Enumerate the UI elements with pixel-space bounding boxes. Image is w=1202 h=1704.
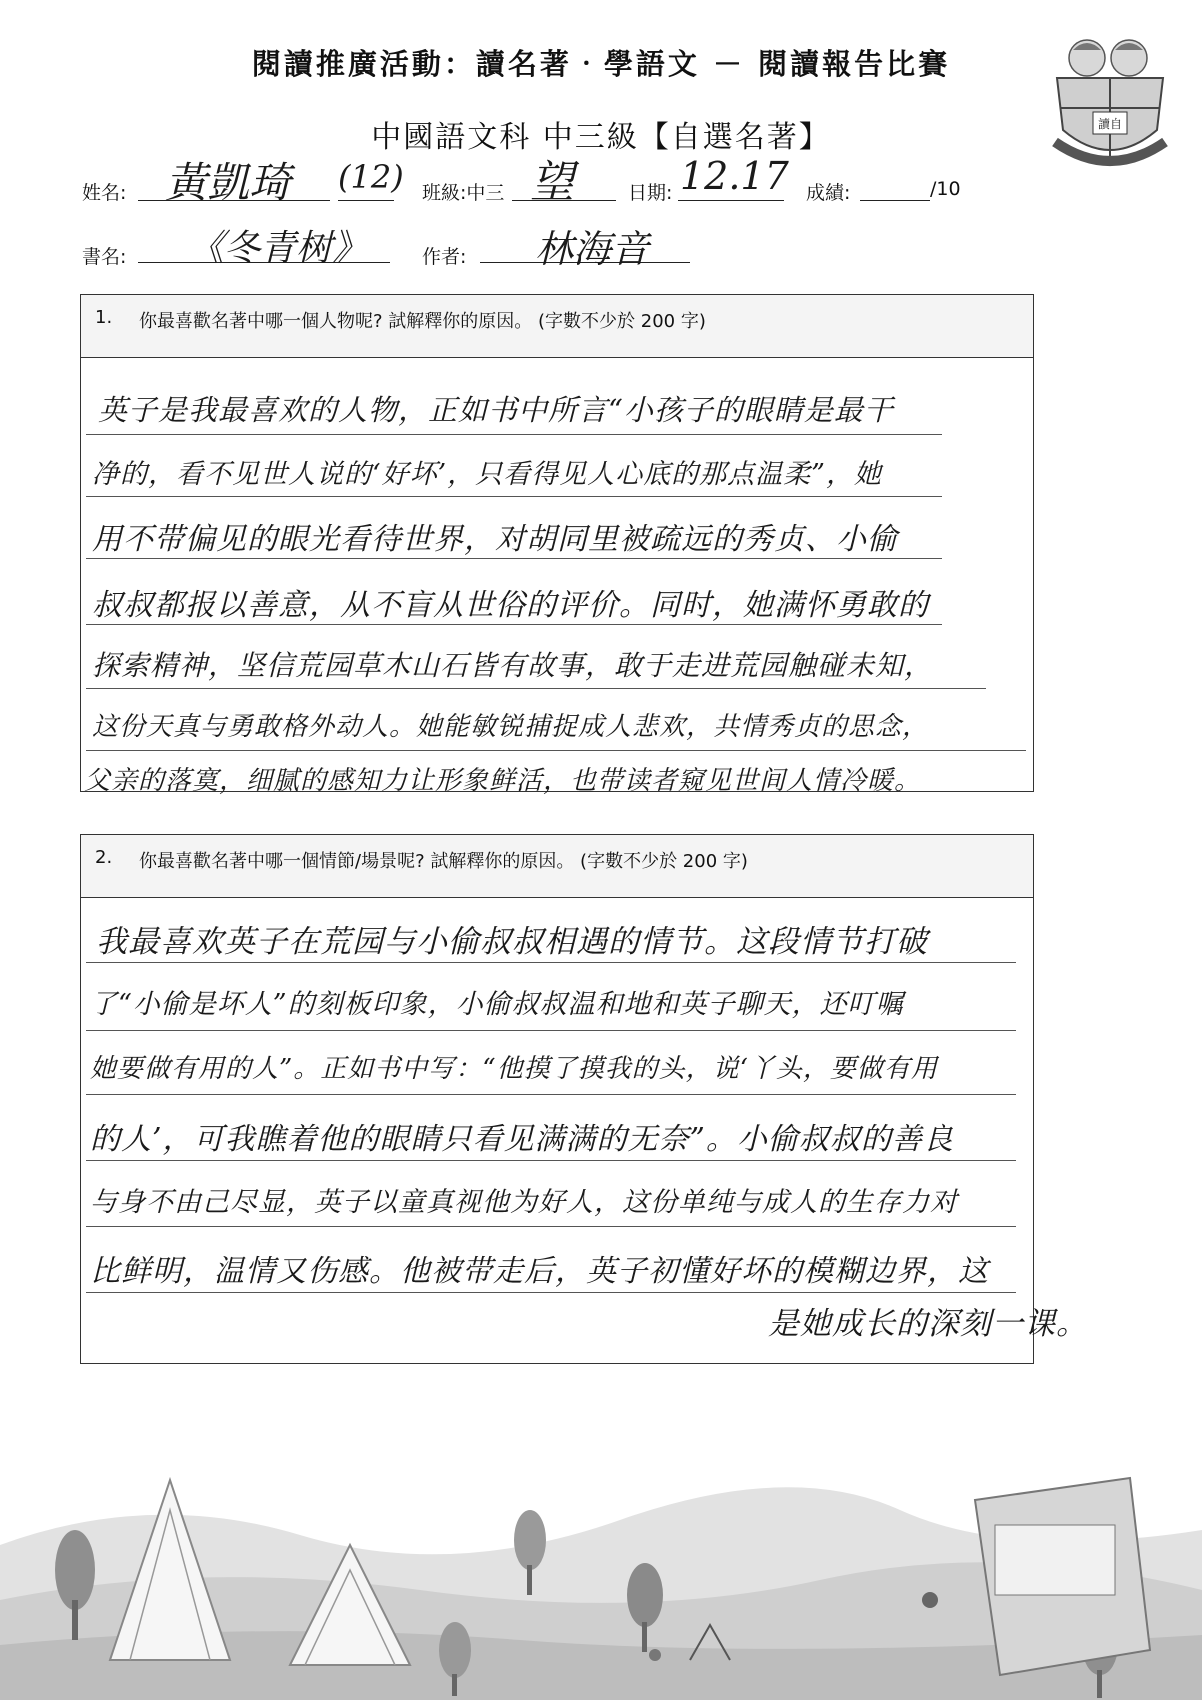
name-value: 黃凱琦 [165,158,292,207]
answer-line [86,1226,1016,1227]
score-line [860,200,930,201]
question-2-header [81,835,1033,898]
answer-line [86,750,1026,751]
answer-line [86,962,1016,963]
question-2-number: 2. [95,847,113,868]
answer-2-line-2: 了“小偷是坏人”的刻板印象，小偷叔叔温和地和英子聊天，还叮嘱 [90,989,904,1020]
answer-line [86,496,942,497]
score-suffix: /10 [930,178,961,200]
answer-line [86,688,986,689]
answer-line [86,1292,1016,1293]
date-value: 12.17 [680,154,789,198]
answer-line [86,434,942,435]
answer-line [86,558,942,559]
answer-1-line-4: 叔叔都报以善意，从不盲从世俗的评价。同时，她满怀勇敢的 [92,588,929,623]
answer-2-line-1: 我最喜欢英子在荒园与小偷叔叔相遇的情节。这段情节打破 [96,924,928,960]
class-label: 班級:中三 [422,182,505,204]
class-value: 望 [530,157,574,208]
page-subtitle: 中國語文科 中三級【自選名著】 [371,120,831,155]
question-1-text: 你最喜歡名著中哪一個人物呢? 試解釋你的原因。 (字數不少於 200 字) [139,311,706,332]
book-label: 書名: [82,246,127,268]
answer-2-line-6: 比鲜明，温情又伤感。他被带走后，英子初懂好坏的模糊边界，这 [90,1254,989,1289]
answer-line [86,1160,1016,1161]
answer-1-line-1: 英子是我最喜欢的人物，正如书中所言“小孩子的眼睛是最干 [98,393,894,427]
answer-1-line-3: 用不带偏见的眼光看待世界，对胡同里被疏远的秀贞、小偷 [92,522,898,557]
answer-2-line-4: 的人’，可我瞧着他的眼睛只看见满满的无奈”。小偷叔叔的善良 [90,1122,954,1157]
question-1-header [81,295,1033,358]
answer-2-line-3: 她要做有用的人”。正如书中写：“他摸了摸我的头，说‘丫头，要做有用 [90,1054,938,1084]
score-label: 成績: [806,182,851,204]
answer-1-line-2: 净的，看不见世人说的‘好坏’，只看得见人心底的那点温柔”，她 [92,459,882,490]
answer-line [86,624,942,625]
camping-landscape-illustration [0,1450,1202,1700]
answer-1-line-5: 探索精神，坚信荒园草木山石皆有故事，敢于走进荒园触碰未知， [92,649,934,682]
answer-2-line-7: 是她成长的深刻一课。 [768,1306,1088,1342]
name-label: 姓名: [82,182,127,204]
question-1-number: 1. [95,307,113,328]
answer-2-line-5: 与身不由己尽显，英子以童真视他为好人，这份单纯与成人的生存力对 [90,1187,958,1218]
number-line [338,200,394,201]
answer-line [86,1030,1016,1031]
student-number: (12) [338,158,404,196]
author-value: 林海音 [535,227,650,271]
author-label: 作者: [422,246,467,268]
answer-line [86,1094,1016,1095]
question-2-text: 你最喜歡名著中哪一個情節/場景呢? 試解釋你的原因。 (字數不少於 200 字) [139,851,748,872]
date-label: 日期: [628,182,673,204]
crest-text: 讀自 [1097,117,1123,131]
page-title: 閱讀推廣活動：讀名著‧學語文 － 閱讀報告比賽 [251,47,951,81]
school-crest-icon [1045,30,1175,180]
date-line [678,200,784,201]
answer-1-line-6: 这份天真与勇敢格外动人。她能敏锐捕捉成人悲欢，共情秀贞的思念， [92,712,930,742]
answer-1-line-7: 父亲的落寞，细腻的感知力让形象鲜活，也带读者窥见世间人情冷暖。 [84,766,922,796]
book-value: 《冬青树》 [188,228,369,269]
